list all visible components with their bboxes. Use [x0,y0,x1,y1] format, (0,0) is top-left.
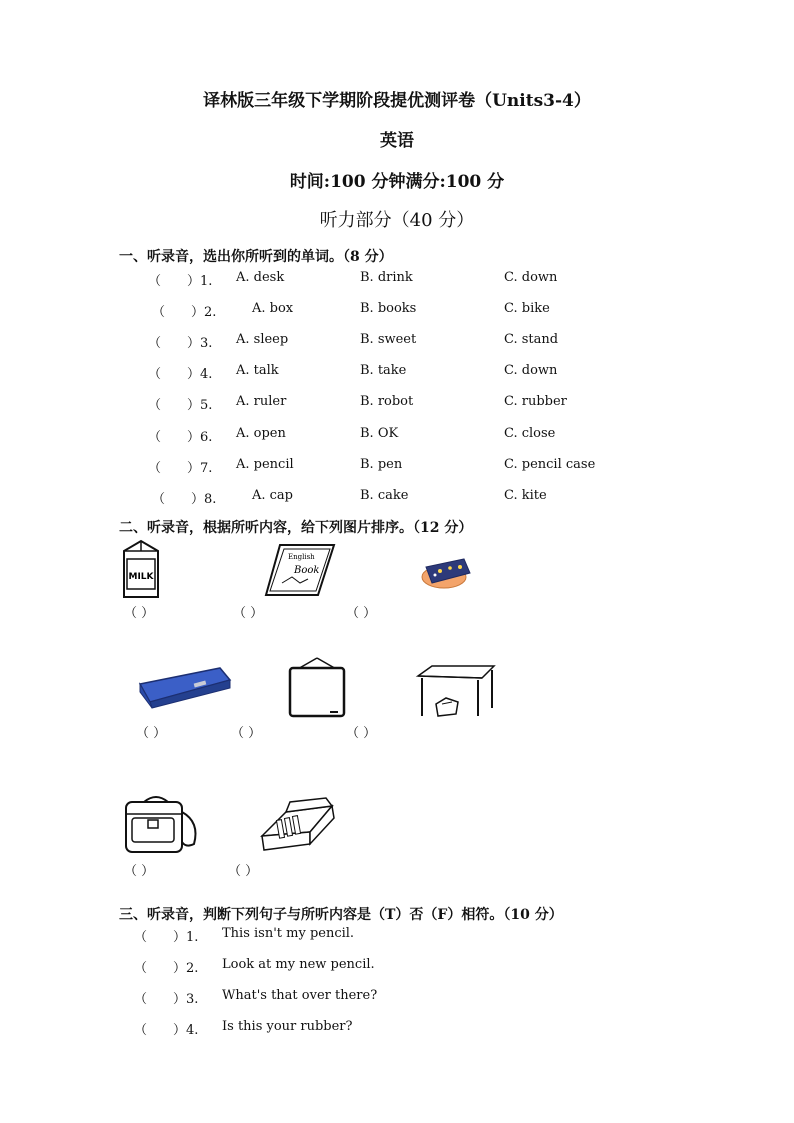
answer-paren: （ ） [346,726,377,741]
option-a: A. sleep [236,332,289,347]
option-a: A. ruler [236,394,287,409]
question-number: （ ）4. [148,367,213,382]
section1-heading: 一、听录音，选出你所听到的单词。（8 分） [119,249,393,265]
option-b: B. cake [360,488,409,503]
milk-carton-icon [118,537,164,599]
pencil-case-icon [136,664,232,710]
option-b: B. books [360,301,417,316]
section2-heading: 二、听录音，根据所听内容，给下列图片排序。（12 分） [119,520,473,536]
sentence-number: （ ）2. [134,961,199,976]
sentence-number: （ ）3. [134,992,199,1007]
option-b: B. pen [360,457,403,472]
option-c: C. rubber [504,394,567,409]
option-a: A. open [236,426,286,441]
section3-heading: 三、听录音，判断下列句子与所听内容是（T）否（F）相符。（10 分） [119,907,563,923]
sentence-text: This isn't my pencil. [222,926,355,941]
sentence-number: （ ）4. [134,1023,199,1038]
option-a: A. cap [252,488,294,503]
answer-paren: （ ） [124,606,155,621]
blackboard-icon [286,656,348,720]
time-info: 时间:100 分钟满分:100 分 [289,172,505,192]
option-c: C. pencil case [504,457,596,472]
option-b: B. drink [360,270,413,285]
rubber-icon [418,553,474,593]
option-b: B. OK [360,426,399,441]
question-number: （ ）6. [148,430,213,445]
option-c: C. close [504,426,556,441]
subject-title: 英语 [380,131,414,151]
desk-icon [414,662,498,720]
answer-paren: （ ） [233,606,264,621]
answer-paren: （ ） [228,864,259,879]
option-a: A. pencil [236,457,294,472]
answer-paren: （ ） [231,726,262,741]
milk-label: MILK [128,572,154,582]
page-title: 译林版三年级下学期阶段提优测评卷（Units3-4） [203,91,591,111]
option-c: C. down [504,363,558,378]
sentence-text: Is this your rubber? [222,1019,353,1034]
option-b: B. sweet [360,332,417,347]
question-number: （ ）7. [148,461,213,476]
crayon-box-icon [256,796,336,854]
sentence-text: What's that over there? [222,988,378,1003]
option-c: C. stand [504,332,559,347]
answer-paren: （ ） [124,864,155,879]
book-icon [262,541,338,599]
question-number: （ ）8. [152,492,217,507]
answer-paren: （ ） [346,606,377,621]
schoolbag-icon [120,792,204,856]
part-heading: 听力部分（40 分） [319,210,475,231]
book-label-book: Book [294,565,320,576]
option-a: A. talk [236,363,279,378]
option-c: C. bike [504,301,550,316]
option-c: C. kite [504,488,547,503]
option-a: A. box [252,301,294,316]
option-c: C. down [504,270,558,285]
option-b: B. take [360,363,407,378]
book-label-english: English [288,553,315,561]
answer-paren: （ ） [136,726,167,741]
sentence-text: Look at my new pencil. [222,957,375,972]
question-number: （ ）2. [152,305,217,320]
question-number: （ ）3. [148,336,213,351]
option-b: B. robot [360,394,414,409]
option-a: A. desk [236,270,285,285]
question-number: （ ）1. [148,274,213,289]
sentence-number: （ ）1. [134,930,199,945]
question-number: （ ）5. [148,398,213,413]
